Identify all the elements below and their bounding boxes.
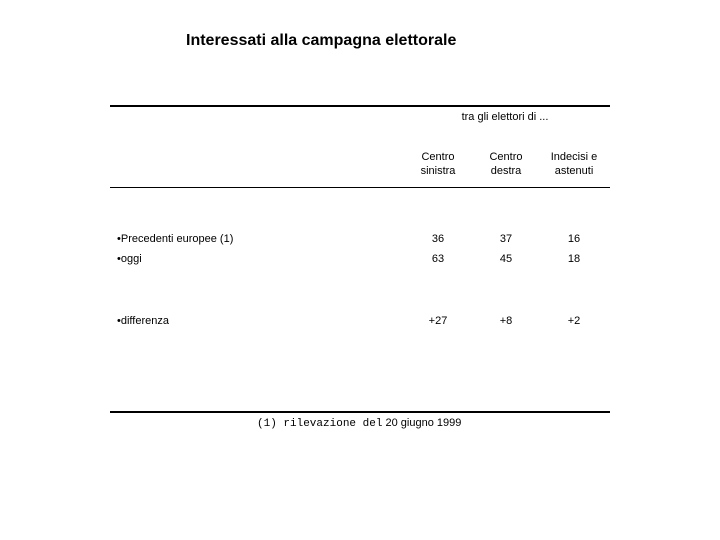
table-cell: 18 [567,253,581,265]
table-cell: +27 [428,315,448,327]
table-header-rule [110,187,610,188]
row-label-text: oggi [120,253,142,265]
column-header-line: astenuti [554,165,594,177]
table-cell: 16 [567,233,581,245]
column-header-line: Centro [489,151,523,163]
row-label-oggi [117,253,142,265]
column-header-line: destra [490,165,522,177]
table-cell: 37 [499,233,513,245]
row-label-differenza [117,315,169,327]
column-header-line: Centro [421,151,455,163]
footnote-marker: (1) rilevazione del [257,418,383,430]
page-title: Interessati alla campagna elettorale [186,32,457,49]
column-group-header: tra gli elettori di ... [461,111,549,123]
table-cell: +2 [567,315,581,327]
table-cell: 63 [431,253,445,265]
bullet-icon: • [117,233,121,245]
bullet-icon: • [117,253,121,265]
table-cell: +8 [499,315,513,327]
bullet-icon: • [117,315,121,327]
row-label-precedenti-europee [117,233,233,245]
column-header-line: Indecisi e [550,151,598,163]
footnote [257,417,461,430]
table-top-rule [110,105,610,107]
column-header-indecisi-astenuti [534,150,614,178]
table-cell: 45 [499,253,513,265]
table-bottom-rule [110,411,610,413]
column-header-line: sinistra [420,165,456,177]
footnote-date: 20 giugno 1999 [385,417,462,429]
row-label-text: differenza [120,315,169,327]
table-cell: 36 [431,233,445,245]
row-label-text: Precedenti europee (1) [120,233,234,245]
